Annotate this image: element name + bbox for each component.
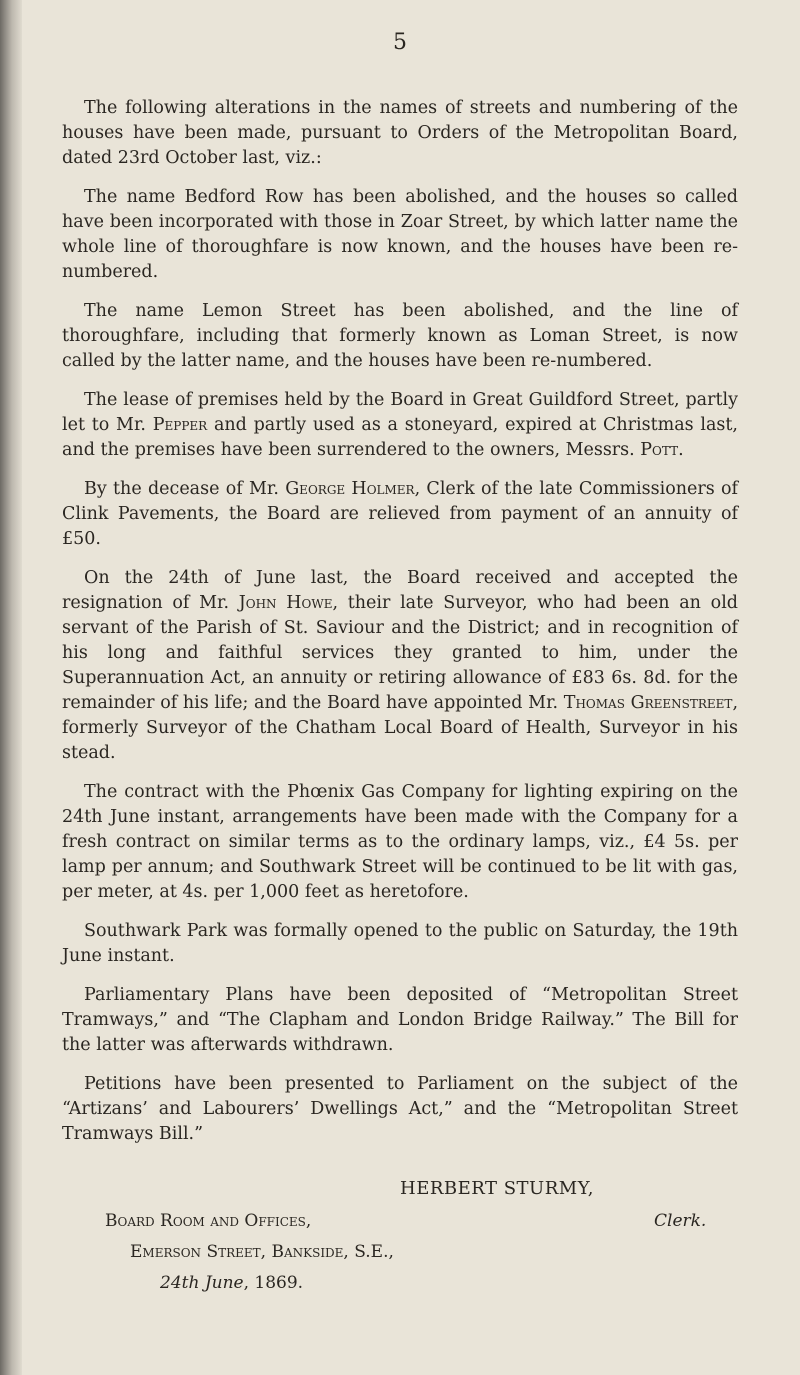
paragraph-bedford-row: The name Bedford Row has been abolished, and the houses so called have been incorporated with those in Zoar Street, by which latter name the whole line of thoroughfare is now known, and the houses have been re-numbered.: [62, 187, 738, 282]
paragraph-surveyor-resignation: On the 24th of June last, the Board received and accepted the resignation of Mr. John Howe, their late Surveyor, who had been an old servant of the Parish of St. Saviour and the District; and in recognition of his long and faithful services they granted to him, under the Superannuation Act, an annuity or retiring allowance of £83 6s. 8d. for the remainder of his life; and the Board have appointed Mr. Thomas Greenstreet, formerly Surveyor of the Chatham Local Board of Health, Surveyor in his stead.: [62, 568, 739, 763]
paragraph-petitions: Petitions have been presented to Parliament on the subject of the “Artizans’ and Labourers’ Dwellings Act,” and the “Metropolitan Street Tramways Bill.”: [62, 1074, 738, 1144]
paragraph-lemon-street: The name Lemon Street has been abolished, and the line of thoroughfare, including that formerly known as Loman Street, is now called by the latter name, and the houses have been re-numbered.: [62, 301, 738, 371]
report-body: [62, 96, 738, 1161]
person-name: John Howe: [238, 593, 333, 613]
paragraph-gas-contract: The contract with the Phœnix Gas Company for lighting expiring on the 24th June instant, arrangements have been made with the Company for a fresh contract on similar terms as to the ordinary lamps, viz., £4 5s. per lamp per annum; and Southwark Street will be continued to be lit with gas, per meter, at 4s. per 1,000 feet as heretofore.: [62, 782, 738, 902]
paragraph-parliamentary-plans: Parliamentary Plans have been deposited of “Metropolitan Street Tramways,” and “The Clapham and London Bridge Railway.” The Bill for the latter was afterwards withdrawn.: [62, 985, 738, 1055]
person-name: Thomas Greenstreet: [563, 693, 733, 713]
paragraph-holmer-decease: By the decease of Mr. George Holmer, Clerk of the late Commissioners of Clink Pavements, the Board are relieved from payment of an annuity of £50.: [62, 479, 738, 549]
person-name: Pott: [640, 440, 679, 460]
address-line-1: Board Room and Offices,: [105, 1211, 312, 1231]
paragraph-southwark-park: Southwark Park was formally opened to the public on Saturday, the 19th June instant.: [62, 921, 738, 966]
page-number: 5: [393, 30, 407, 55]
address-date: 24th June, 1869.: [160, 1273, 304, 1293]
signature-name: HERBERT STURMY,: [400, 1178, 594, 1199]
paragraph-street-alterations: The following alterations in the names of streets and numbering of the houses have been made, pursuant to Orders of the Metropolitan Board, dated 23rd October last, viz.:: [62, 98, 738, 168]
book-binding-edge: [0, 0, 22, 1375]
paragraph-lease-premises: The lease of premises held by the Board in Great Guildford Street, partly let to Mr. Pepper and partly used as a stoneyard, expired at Christmas last, and the premises have been surrendered to the owners, Messrs. Pott.: [62, 390, 738, 460]
person-name: George Holmer: [285, 479, 415, 499]
signature-title: Clerk.: [654, 1211, 707, 1231]
person-name: Pepper: [152, 415, 208, 435]
address-line-2: Emerson Street, Bankside, S.E.,: [130, 1242, 394, 1262]
